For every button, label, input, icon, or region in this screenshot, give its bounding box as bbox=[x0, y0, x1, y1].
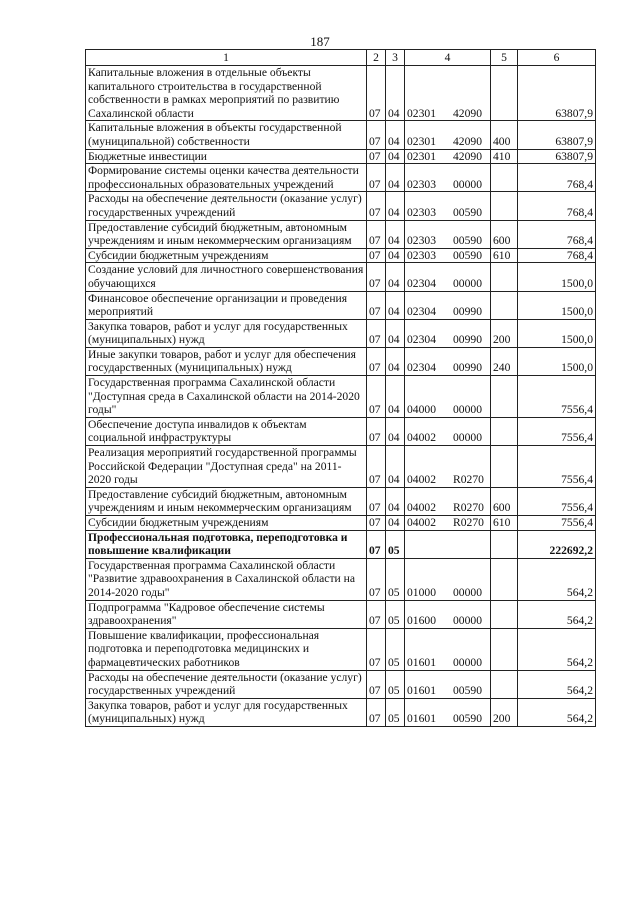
row-section-code: 07 bbox=[367, 417, 386, 445]
row-section-code: 07 bbox=[367, 600, 386, 628]
table-row bbox=[86, 121, 596, 149]
column-header: 5 bbox=[491, 50, 518, 66]
program-code: 01000 bbox=[407, 585, 436, 599]
row-name: Подпрограмма "Кадровое обеспечение системы здравоохранения" bbox=[86, 600, 367, 628]
row-name: Субсидии бюджетным учреждениям bbox=[86, 248, 367, 263]
row-expense-type: 410 bbox=[491, 149, 518, 164]
program-code: 01601 bbox=[407, 712, 436, 726]
row-expense-type bbox=[491, 192, 518, 220]
direction-code: 00590 bbox=[453, 205, 482, 219]
row-subsection-code: 04 bbox=[386, 516, 405, 531]
row-name: Расходы на обеспечение деятельности (оказание услуг) государственных учреждений bbox=[86, 192, 367, 220]
row-section-code: 07 bbox=[367, 149, 386, 164]
row-expense-type bbox=[491, 263, 518, 291]
row-expense-type bbox=[491, 446, 518, 488]
row-subsection-code: 04 bbox=[386, 417, 405, 445]
row-section-code: 07 bbox=[367, 347, 386, 375]
row-subsection-code: 04 bbox=[386, 376, 405, 418]
row-name: Закупка товаров, работ и услуг для государственных (муниципальных) нужд bbox=[86, 698, 367, 726]
row-section-code: 07 bbox=[367, 516, 386, 531]
row-amount: 63807,9 bbox=[518, 66, 596, 121]
direction-code: 00990 bbox=[453, 361, 482, 375]
row-amount: 7556,4 bbox=[518, 487, 596, 515]
table-row bbox=[86, 291, 596, 319]
table-row bbox=[86, 558, 596, 600]
row-target-article bbox=[405, 149, 491, 164]
row-target-article bbox=[405, 670, 491, 698]
row-subsection-code: 05 bbox=[386, 698, 405, 726]
row-target-article bbox=[405, 698, 491, 726]
row-expense-type: 600 bbox=[491, 487, 518, 515]
row-amount: 7556,4 bbox=[518, 376, 596, 418]
direction-code: 00000 bbox=[453, 655, 482, 669]
direction-code: 00000 bbox=[453, 431, 482, 445]
program-code: 04002 bbox=[407, 431, 436, 445]
row-target-article bbox=[405, 347, 491, 375]
row-expense-type bbox=[491, 291, 518, 319]
program-code: 02304 bbox=[407, 333, 436, 347]
row-section-code: 07 bbox=[367, 263, 386, 291]
row-name: Формирование системы оценки качества деятельности профессиональных образовательных учреждений bbox=[86, 164, 367, 192]
row-section-code: 07 bbox=[367, 530, 386, 558]
row-target-article bbox=[405, 376, 491, 418]
row-amount: 564,2 bbox=[518, 558, 596, 600]
row-amount: 768,4 bbox=[518, 248, 596, 263]
row-subsection-code: 04 bbox=[386, 487, 405, 515]
table-header-row bbox=[86, 50, 596, 66]
row-section-code: 07 bbox=[367, 487, 386, 515]
program-code: 02303 bbox=[407, 205, 436, 219]
row-subsection-code: 05 bbox=[386, 600, 405, 628]
row-section-code: 07 bbox=[367, 698, 386, 726]
row-name: Бюджетные инвестиции bbox=[86, 149, 367, 164]
row-subsection-code: 05 bbox=[386, 530, 405, 558]
row-target-article bbox=[405, 220, 491, 248]
program-code: 02301 bbox=[407, 106, 436, 120]
row-subsection-code: 04 bbox=[386, 220, 405, 248]
program-code: 01601 bbox=[407, 684, 436, 698]
program-code: 02303 bbox=[407, 177, 436, 191]
row-amount: 1500,0 bbox=[518, 291, 596, 319]
program-code: 04002 bbox=[407, 501, 436, 515]
row-name: Профессиональная подготовка, переподготовка и повышение квалификации bbox=[86, 530, 367, 558]
row-expense-type bbox=[491, 164, 518, 192]
row-target-article bbox=[405, 487, 491, 515]
table-row bbox=[86, 263, 596, 291]
row-subsection-code: 04 bbox=[386, 149, 405, 164]
program-code: 02304 bbox=[407, 305, 436, 319]
column-header: 4 bbox=[405, 50, 491, 66]
row-expense-type: 200 bbox=[491, 698, 518, 726]
row-amount: 768,4 bbox=[518, 220, 596, 248]
row-target-article bbox=[405, 263, 491, 291]
column-header: 6 bbox=[518, 50, 596, 66]
row-target-article bbox=[405, 600, 491, 628]
program-code: 01601 bbox=[407, 655, 436, 669]
row-section-code: 07 bbox=[367, 628, 386, 670]
direction-code: 00990 bbox=[453, 305, 482, 319]
program-code: 02304 bbox=[407, 361, 436, 375]
row-name: Государственная программа Сахалинской области "Доступная среда в Сахалинской области на 2014-2020 годы" bbox=[86, 376, 367, 418]
row-subsection-code: 04 bbox=[386, 446, 405, 488]
row-amount: 768,4 bbox=[518, 164, 596, 192]
page-number: 187 bbox=[310, 34, 330, 49]
direction-code: 00000 bbox=[453, 276, 482, 290]
row-section-code: 07 bbox=[367, 376, 386, 418]
row-amount: 63807,9 bbox=[518, 121, 596, 149]
table-row bbox=[86, 628, 596, 670]
row-subsection-code: 04 bbox=[386, 248, 405, 263]
row-amount: 1500,0 bbox=[518, 319, 596, 347]
row-amount: 768,4 bbox=[518, 192, 596, 220]
direction-code: R0270 bbox=[453, 516, 484, 529]
program-code: 02304 bbox=[407, 276, 436, 290]
column-header: 1 bbox=[86, 50, 367, 66]
row-target-article bbox=[405, 319, 491, 347]
table-row bbox=[86, 417, 596, 445]
row-section-code: 07 bbox=[367, 66, 386, 121]
table-row bbox=[86, 347, 596, 375]
table-row bbox=[86, 319, 596, 347]
row-subsection-code: 04 bbox=[386, 192, 405, 220]
row-section-code: 07 bbox=[367, 220, 386, 248]
row-section-code: 07 bbox=[367, 192, 386, 220]
table-row bbox=[86, 220, 596, 248]
row-section-code: 07 bbox=[367, 121, 386, 149]
row-amount: 7556,4 bbox=[518, 446, 596, 488]
program-code: 04002 bbox=[407, 473, 436, 487]
row-amount: 564,2 bbox=[518, 600, 596, 628]
row-subsection-code: 05 bbox=[386, 628, 405, 670]
direction-code: 00000 bbox=[453, 585, 482, 599]
table-row bbox=[86, 376, 596, 418]
row-section-code: 07 bbox=[367, 319, 386, 347]
table-row bbox=[86, 670, 596, 698]
row-target-article bbox=[405, 192, 491, 220]
row-amount: 564,2 bbox=[518, 670, 596, 698]
row-name: Реализация мероприятий государственной программы Российской Федерации "Доступная среда" на 2011-2020 годы bbox=[86, 446, 367, 488]
row-amount: 222692,2 bbox=[518, 530, 596, 558]
table-row bbox=[86, 530, 596, 558]
row-target-article bbox=[405, 291, 491, 319]
row-expense-type bbox=[491, 600, 518, 628]
row-expense-type: 240 bbox=[491, 347, 518, 375]
row-target-article bbox=[405, 66, 491, 121]
direction-code: 42090 bbox=[453, 134, 482, 148]
row-section-code: 07 bbox=[367, 291, 386, 319]
row-subsection-code: 05 bbox=[386, 558, 405, 600]
row-subsection-code: 04 bbox=[386, 121, 405, 149]
table-row bbox=[86, 164, 596, 192]
row-name: Финансовое обеспечение организации и проведения мероприятий bbox=[86, 291, 367, 319]
direction-code: R0270 bbox=[453, 501, 484, 515]
row-expense-type bbox=[491, 628, 518, 670]
budget-table bbox=[85, 49, 596, 727]
row-expense-type: 610 bbox=[491, 516, 518, 531]
row-expense-type: 200 bbox=[491, 319, 518, 347]
row-section-code: 07 bbox=[367, 558, 386, 600]
direction-code: 42090 bbox=[453, 149, 482, 163]
row-amount: 1500,0 bbox=[518, 347, 596, 375]
direction-code: 00590 bbox=[453, 234, 482, 248]
table-row bbox=[86, 698, 596, 726]
column-header: 2 bbox=[367, 50, 386, 66]
row-section-code: 07 bbox=[367, 446, 386, 488]
row-amount: 7556,4 bbox=[518, 417, 596, 445]
program-code: 01600 bbox=[407, 614, 436, 628]
table-row bbox=[86, 149, 596, 164]
row-expense-type bbox=[491, 558, 518, 600]
row-target-article bbox=[405, 164, 491, 192]
row-section-code: 07 bbox=[367, 164, 386, 192]
row-target-article bbox=[405, 516, 491, 531]
row-expense-type: 610 bbox=[491, 248, 518, 263]
row-amount: 63807,9 bbox=[518, 149, 596, 164]
row-expense-type bbox=[491, 670, 518, 698]
direction-code: 00590 bbox=[453, 684, 482, 698]
direction-code: 00590 bbox=[453, 248, 482, 262]
row-subsection-code: 04 bbox=[386, 164, 405, 192]
row-expense-type bbox=[491, 417, 518, 445]
direction-code: R0270 bbox=[453, 473, 484, 487]
row-subsection-code: 04 bbox=[386, 263, 405, 291]
row-subsection-code: 04 bbox=[386, 291, 405, 319]
row-name: Расходы на обеспечение деятельности (оказание услуг) государственных учреждений bbox=[86, 670, 367, 698]
row-subsection-code: 04 bbox=[386, 319, 405, 347]
row-name: Государственная программа Сахалинской области "Развитие здравоохранения в Сахалинской области на 2014-2020 годы" bbox=[86, 558, 367, 600]
row-amount: 7556,4 bbox=[518, 516, 596, 531]
row-target-article bbox=[405, 558, 491, 600]
table-row bbox=[86, 248, 596, 263]
row-amount: 564,2 bbox=[518, 628, 596, 670]
direction-code: 42090 bbox=[453, 106, 482, 120]
row-target-article bbox=[405, 417, 491, 445]
row-target-article bbox=[405, 248, 491, 263]
row-name: Капитальные вложения в отдельные объекты капитального строительства в государственной собственности в рамках мероприятий по развитию Сахалинской области bbox=[86, 66, 367, 121]
row-target-article bbox=[405, 121, 491, 149]
row-subsection-code: 05 bbox=[386, 670, 405, 698]
row-name: Предоставление субсидий бюджетным, автономным учреждениям и иным некоммерческим организациям bbox=[86, 220, 367, 248]
direction-code: 00000 bbox=[453, 177, 482, 191]
table-row bbox=[86, 66, 596, 121]
direction-code: 00000 bbox=[453, 403, 482, 417]
row-section-code: 07 bbox=[367, 248, 386, 263]
row-name: Предоставление субсидий бюджетным, автономным учреждениям и иным некоммерческим организациям bbox=[86, 487, 367, 515]
column-header: 3 bbox=[386, 50, 405, 66]
program-code: 04000 bbox=[407, 403, 436, 417]
row-target-article bbox=[405, 530, 491, 558]
direction-code: 00990 bbox=[453, 333, 482, 347]
row-section-code: 07 bbox=[367, 670, 386, 698]
table-row bbox=[86, 600, 596, 628]
row-expense-type: 400 bbox=[491, 121, 518, 149]
row-name: Капитальные вложения в объекты государственной (муниципальной) собственности bbox=[86, 121, 367, 149]
row-name: Обеспечение доступа инвалидов к объектам социальной инфраструктуры bbox=[86, 417, 367, 445]
row-amount: 1500,0 bbox=[518, 263, 596, 291]
row-name: Создание условий для личностного совершенствования обучающихся bbox=[86, 263, 367, 291]
row-name: Субсидии бюджетным учреждениям bbox=[86, 516, 367, 531]
row-name: Закупка товаров, работ и услуг для государственных (муниципальных) нужд bbox=[86, 319, 367, 347]
row-expense-type bbox=[491, 66, 518, 121]
row-name: Иные закупки товаров, работ и услуг для обеспечения государственных (муниципальных) нужд bbox=[86, 347, 367, 375]
row-target-article bbox=[405, 446, 491, 488]
table-row bbox=[86, 516, 596, 531]
direction-code: 00590 bbox=[453, 712, 482, 726]
table-row bbox=[86, 487, 596, 515]
row-expense-type: 600 bbox=[491, 220, 518, 248]
program-code: 02301 bbox=[407, 134, 436, 148]
table-row bbox=[86, 192, 596, 220]
row-subsection-code: 04 bbox=[386, 347, 405, 375]
row-amount: 564,2 bbox=[518, 698, 596, 726]
program-code: 02301 bbox=[407, 149, 436, 163]
program-code: 02303 bbox=[407, 248, 436, 262]
table-row bbox=[86, 446, 596, 488]
row-expense-type bbox=[491, 376, 518, 418]
program-code: 02303 bbox=[407, 234, 436, 248]
row-expense-type bbox=[491, 530, 518, 558]
budget-table-body bbox=[86, 50, 596, 727]
direction-code: 00000 bbox=[453, 614, 482, 628]
row-name: Повышение квалификации, профессиональная подготовка и переподготовка медицинских и фармацевтических работников bbox=[86, 628, 367, 670]
row-subsection-code: 04 bbox=[386, 66, 405, 121]
row-target-article bbox=[405, 628, 491, 670]
program-code: 04002 bbox=[407, 516, 436, 529]
